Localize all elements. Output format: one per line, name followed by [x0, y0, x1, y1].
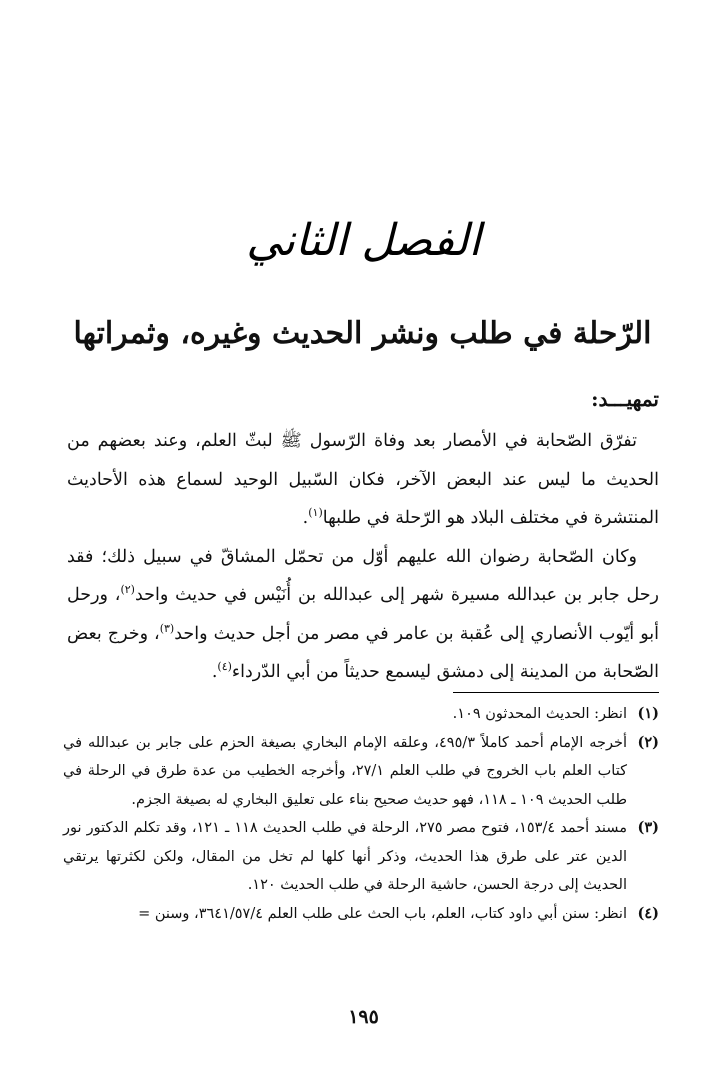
footnote-2 [63, 729, 659, 815]
paragraph-2-part-2: ، ورحل أبو أيّوب الأنصاري إلى عُقبة بن عامر في مصر من أجل حديث واحد [67, 585, 659, 644]
paragraph-2-part-3: ، وخرج بعض الصّحابة من المدينة إلى دمشق ليسمع حديثاً من أبي الدّرداء [67, 623, 659, 682]
footnote-text: انظر: الحديث المحدثون ١٠٩. [452, 706, 627, 722]
footnote-ref-1: (١) [308, 506, 323, 520]
paragraph-2-part-1: وكان الصّحابة رضوان الله عليهم أوّل من تحمّل المشاقّ في سبيل ذلك؛ فقد رحل جابر بن عبدالله مسيرة شهر إلى عبدالله بن أُنَيْس في حديث واحد [67, 546, 659, 605]
footnote-ref-2: (٢) [120, 583, 135, 597]
intro-label: تمهيـــد: [591, 387, 659, 411]
paragraph-1-text: تفرّق الصّحابة في الأمصار بعد وفاة الرّسول ﷺ لبثّ العلم، وعند بعضهم من الحديث ما ليس عند البعض الآخر، فكان السّبيل الوحيد لسماع هذه الأحاديث المنتشرة في مختلف البلاد هو الرّحلة في طلبها [67, 431, 659, 528]
body-text [67, 422, 659, 692]
footnote-number: (٤) [637, 904, 659, 922]
paragraph-2-tail: . [211, 662, 218, 682]
chapter-title: الفصل الثاني [246, 215, 481, 266]
footnote-number: (١) [637, 705, 659, 722]
paragraph-1-tail: . [302, 508, 309, 528]
footnote-3 [63, 814, 659, 900]
footnote-number: (٢) [637, 733, 659, 751]
footnote-4 [63, 900, 659, 929]
footnote-ref-4: (٤) [217, 660, 232, 674]
footnote-number: (٣) [637, 819, 659, 836]
footnote-text: انظر: سنن أبي داود كتاب، العلم، باب الحث على طلب العلم ٣٦٤١/٥٧/٤، وسنن = [138, 905, 627, 922]
footnote-text: أخرجه الإمام أحمد كاملاً ٤٩٥/٣، وعلقه الإمام البخاري بصيغة الحزم على جابر بن عبدالله في كتاب العلم باب الخروج في طلب العلم ٢٧/١، وأخرجه الخطيب من عدة طرق في الرحلة في طلب الحديث ١٠٩ ـ ١١٨، فهو حديث صحيح بناء على تعليق البخاري له بصيغة الجزم. [63, 734, 627, 808]
footnote-1 [63, 700, 659, 729]
footnotes [63, 700, 659, 928]
paragraph-1 [67, 422, 659, 538]
footnote-separator [453, 692, 659, 693]
section-title: الرّحلة في طلب ونشر الحديث وغيره، وثمراتها [73, 316, 652, 351]
page-number: ١٩٥ [348, 1006, 379, 1028]
footnote-text: مسند أحمد ١٥٣/٤، فتوح مصر ٢٧٥، الرحلة في طلب الحديث ١١٨ ـ ١٢١، وقد تكلم الدكتور نور الدين عتر على طرق هذا الحديث، وذكر أنها كلها لم تخل من المقال، ولكن لكثرتها يرتقي الحديث إلى درجة الحسن، حاشية الرحلة في طلب الحديث ١٢٠. [63, 820, 628, 893]
paragraph-2 [67, 538, 659, 692]
footnote-ref-3: (٣) [159, 621, 175, 635]
